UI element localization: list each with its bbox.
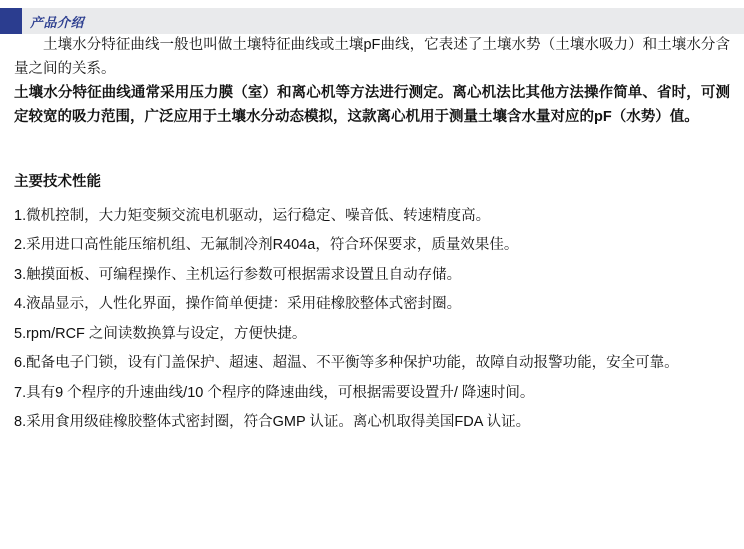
document-page — [0, 8, 744, 549]
section-title: 产品介绍 — [30, 14, 85, 30]
list-item: 2.采用进口高性能压缩机组、无氟制冷剂R404a，符合环保要求，质量效果佳。 — [14, 237, 519, 254]
specs-heading: 主要技术性能 — [14, 173, 101, 190]
list-item: 4.液晶显示，人性化界面，操作简单便捷：采用硅橡胶整体式密封圈。 — [14, 296, 462, 313]
specs-list — [14, 205, 730, 435]
section-header-bar — [0, 8, 744, 34]
method-paragraph: 土壤水分特征曲线通常采用压力膜（室）和离心机等方法进行测定。离心机法比其他方法操作简单、省时，可测定较宽的吸力范围，广泛应用于土壤水分动态模拟，这款离心机用于测量土壤含水量对应的pF（水势）值。 — [14, 84, 730, 125]
list-item: 8.采用食用级硅橡胶整体式密封圈，符合GMP 认证。离心机取得美国FDA 认证。 — [14, 414, 531, 431]
list-item: 3.触摸面板、可编程操作、主机运行参数可根据需求设置且自动存储。 — [14, 266, 462, 283]
header-accent-block — [0, 8, 22, 34]
list-item: 6.配备电子门锁，设有门盖保护、超速、超温、不平衡等多种保护功能，故障自动报警功能，安全可靠。 — [14, 355, 679, 372]
list-item: 1.微机控制，大力矩变频交流电机驱动，运行稳定、噪音低、转速精度高。 — [14, 207, 491, 224]
list-item: 7.具有9 个程序的升速曲线/10 个程序的降速曲线，可根据需要设置升/ 降速时间。 — [14, 384, 535, 401]
list-item: 5.rpm/RCF 之间读数换算与设定，方便快捷。 — [14, 325, 307, 342]
document-content — [0, 34, 744, 435]
intro-paragraph: 土壤水分特征曲线一般也叫做土壤特征曲线或土壤pF曲线，它表述了土壤水势（土壤水吸力）和土壤水分含量之间的关系。 — [14, 37, 730, 77]
